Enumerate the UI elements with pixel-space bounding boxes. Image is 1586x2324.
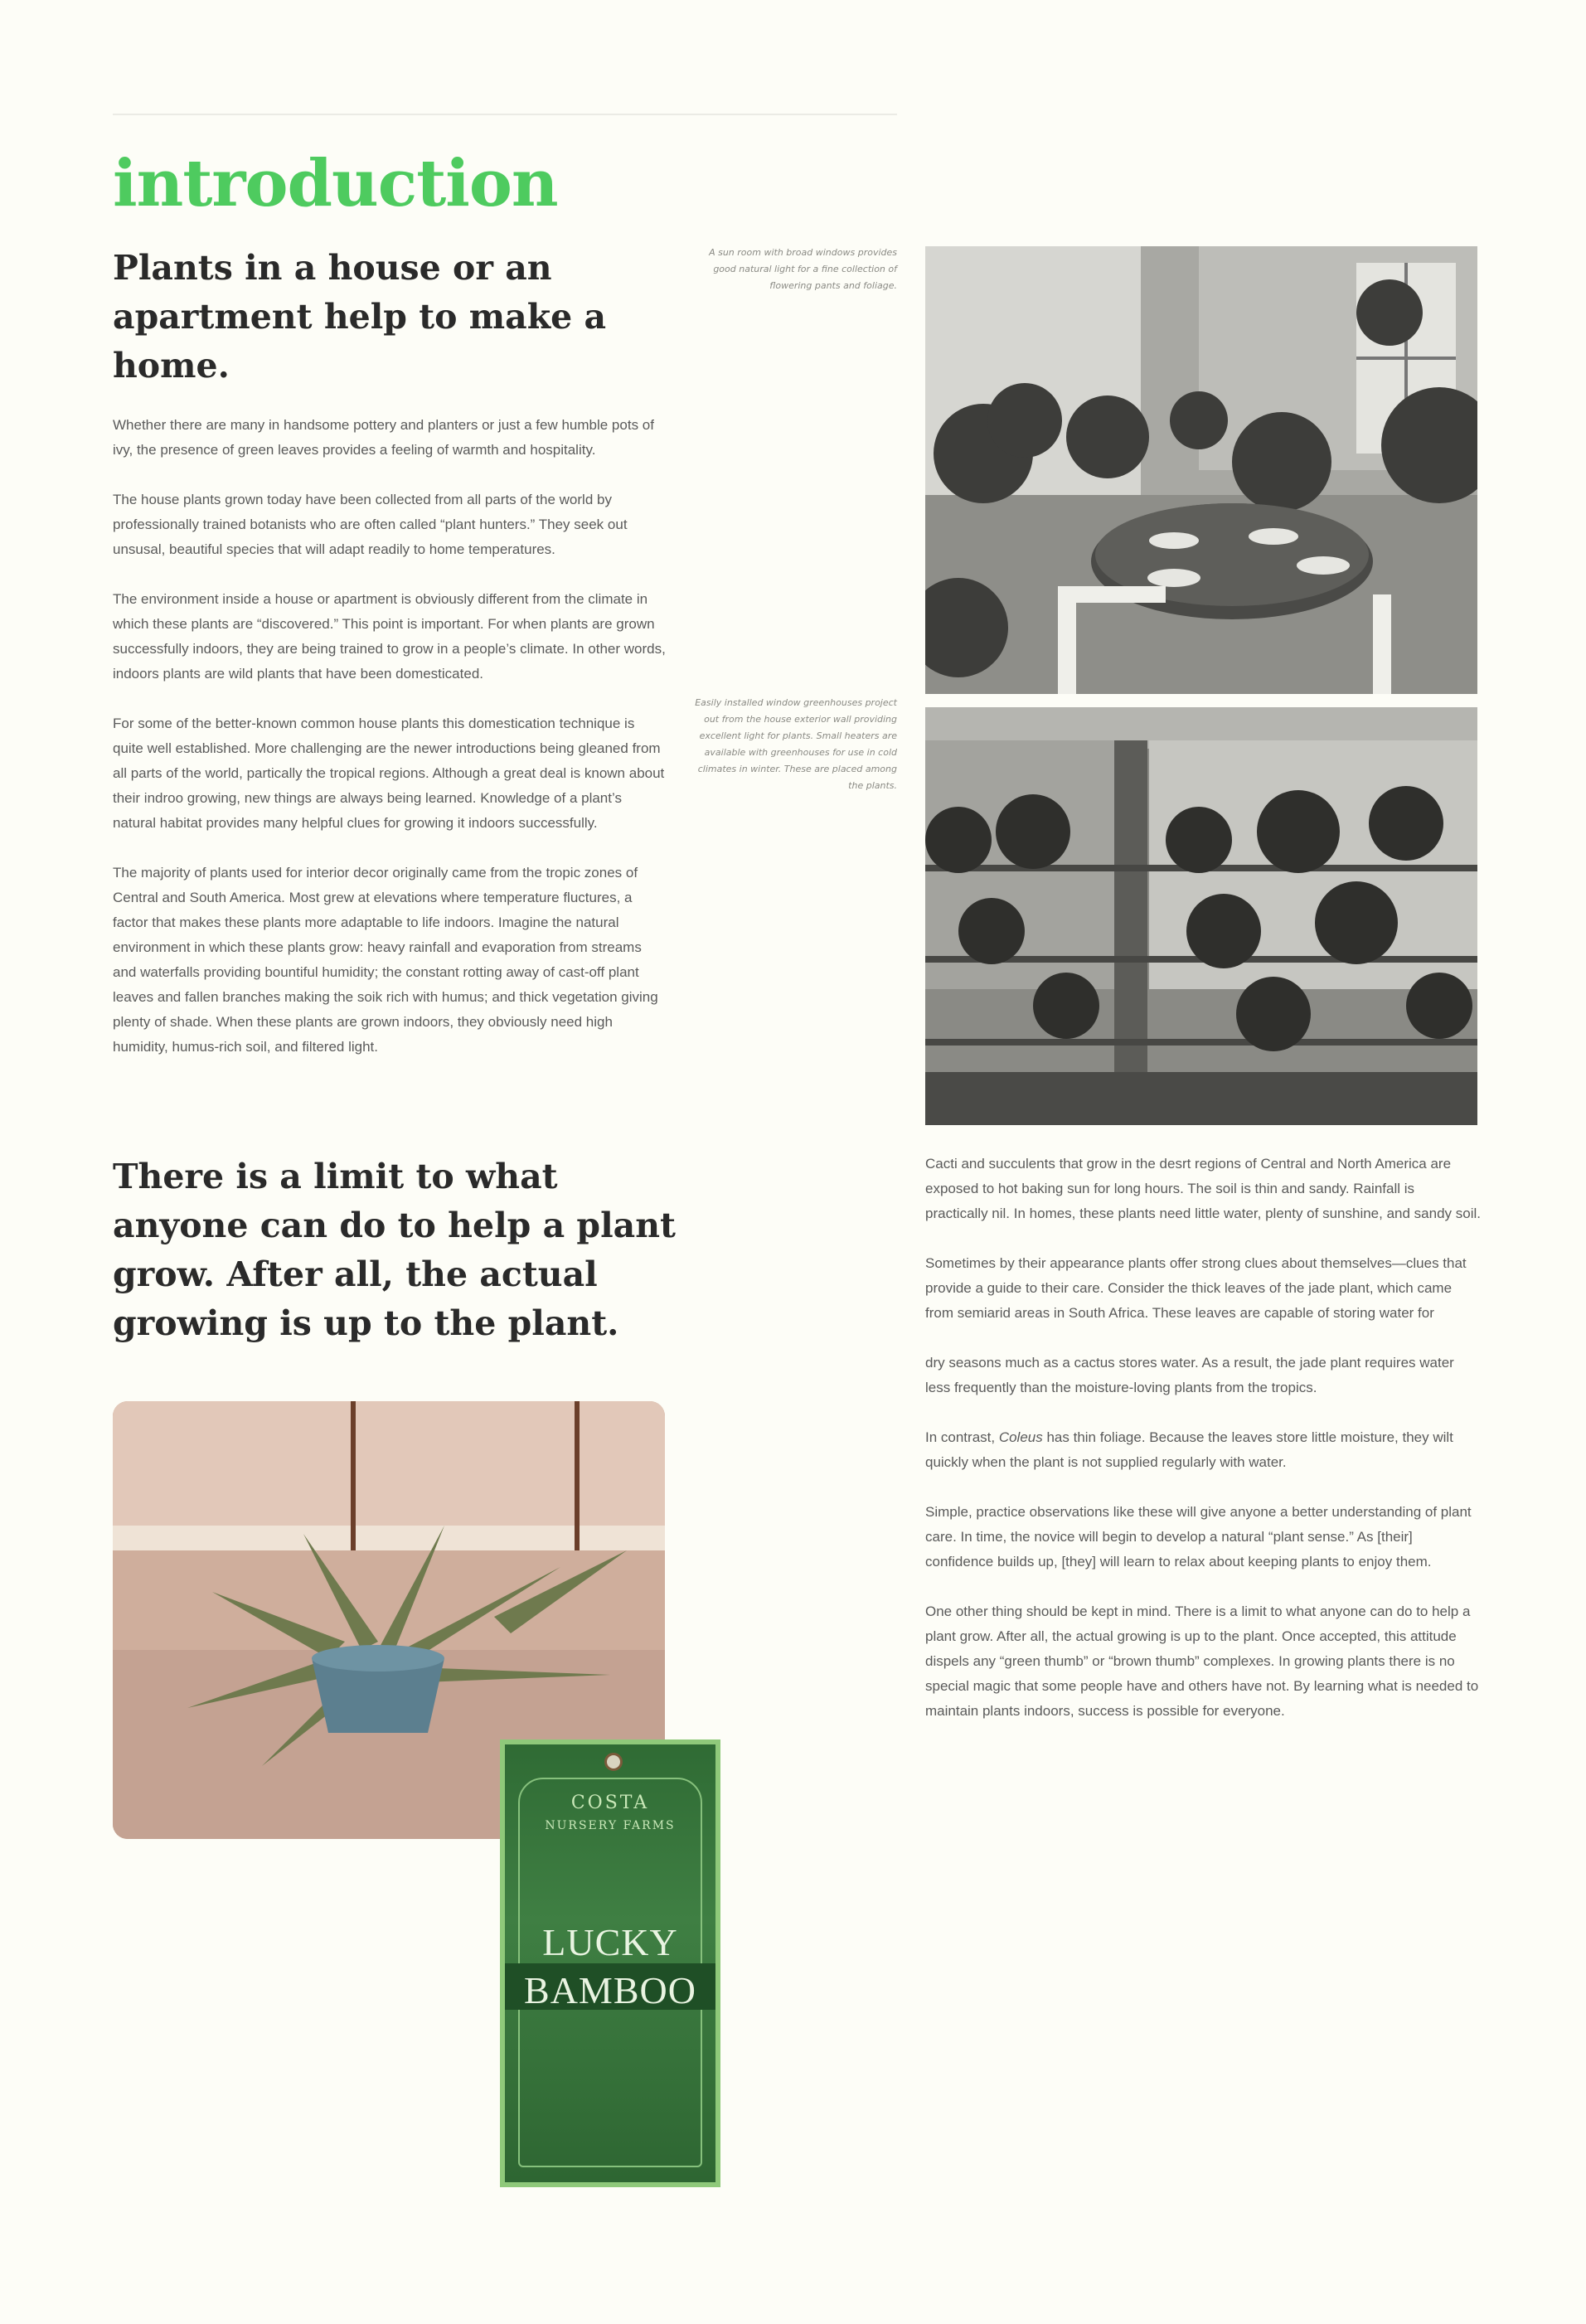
paragraph: The majority of plants used for interior decor originally came from the tropic zones of Central and South America. Most grew at elevations where temperature fluctures, a factor that makes these plants more adaptable to life indoors. Imagine the natural environment in which these plants grow: heavy rainfall and evaporation from streams and waterfalls providing bountiful humidity; the constant rotting away of cast-off plant leaves and fallen branches making the soik rich with humus; and thick vegetation giving plenty of shade. When these plants are grown indoors, they obviously need high humidity, humus-rich soil, and filtered light. (113, 865, 658, 1055)
paragraph: The house plants grown today have been collected from all parts of the world by professionally trained botanists who are often called “plant hunters.” They seek out unsusal, beautiful species that will adapt readily to home temperatures. (113, 492, 628, 557)
paragraph: The environment inside a house or apartment is obviously different from the climate in which these plants are “discovered.” This point is important. For when plants are grown successfully indoors, they are being trained to grow in a people’s climate. In other words, indoors plants are wild plants that have been domesticated. (113, 591, 666, 682)
window-greenhouse-photo (925, 707, 1477, 1125)
tag-name-line2: BAMBOO (524, 1969, 696, 2011)
paragraph: One other thing should be kept in mind. There is a limit to what anyone can do to help a plant grow. After all, the actual growing is up to the plant. Once accepted, this attitude dispels any “green thumb” or “brown thumb” complexes. In growing plants there is no special magic that some people have and others have not. By learning what is needed to maintain plants indoors, success is possible for everyone. (925, 1604, 1479, 1719)
paragraph-text: has thin foliage. Because the leaves store little moisture, they wilt quickly when the plant is not supplied regularly with water. (925, 1429, 1453, 1470)
paragraph: Simple, practice observations like these will give anyone a better understanding of plant care. In time, the novice will begin to develop a natural “plant sense.” As [their] confidence builds up, [they] will learn to relax about keeping plants to enjoy them. (925, 1504, 1472, 1570)
paragraph: dry seasons much as a cactus stores water. As a result, the jade plant requires water less frequently than the moisture-loving plants from the tropics. (925, 1355, 1454, 1395)
left-text-column (113, 413, 668, 1084)
tag-product-name (505, 1919, 715, 2015)
headline-home: Plants in a house or an apartment help to make a home. (113, 248, 607, 386)
headline-limit: There is a limit to what anyone can do to help a plant grow. After all, the actual growing is up to the plant. (113, 1157, 676, 1343)
tag-hole (604, 1753, 623, 1771)
coleus-term: Coleus (998, 1429, 1043, 1445)
sunroom-illustration (925, 246, 1477, 694)
paragraph: Whether there are many in handsome pottery and planters or just a few humble pots of ivy, the presence of green leaves provides a feeling of warmth and hospitality. (113, 417, 654, 458)
sunroom-photo (925, 246, 1477, 694)
sunroom-caption: A sun room with broad windows provides good natural light for a fine collection of flowering pants and foliage. (709, 247, 897, 291)
greenhouse-illustration (925, 707, 1477, 1125)
right-text-column (925, 1152, 1481, 1749)
top-divider (113, 114, 897, 115)
tag-brand: COSTA (570, 1793, 650, 1813)
paragraph (925, 1425, 1481, 1475)
paragraph: For some of the better-known common house plants this domestication technique is quite well established. More challenging are the newer introductions being gleaned from all parts of the world, partically the tropical regions. Although a great deal is known about their indroo growing, new things are always being learned. Knowledge of a plant’s natural habitat provides many helpful clues for growing it indoors successfully. (113, 716, 665, 831)
paragraph-text: In contrast, (925, 1429, 999, 1445)
tag-brand-sub: NURSERY FARMS (545, 1819, 676, 1832)
lucky-bamboo-plant-tag (500, 1739, 720, 2187)
tag-name-line1: LUCKY (542, 1921, 678, 1963)
paragraph: Cacti and succulents that grow in the desrt regions of Central and North America are exposed to hot baking sun for long hours. The soil is thin and sandy. Rainfall is practically nil. In homes, these plants need little water, plenty of sunshine, and sandy soil. (925, 1156, 1481, 1221)
greenhouse-caption: Easily installed window greenhouses project out from the house exterior wall providing excellent light for plants. Small heaters are available with greenhouses for use in cold climates in winter. These are placed among the plants. (695, 697, 897, 791)
section-title: introduction (113, 146, 558, 221)
paragraph: Sometimes by their appearance plants offer strong clues about themselves—clues that provide a guide to their care. Consider the thick leaves of the jade plant, which came from semiarid areas in South Africa. These leaves are capable of storing water for (925, 1255, 1467, 1321)
